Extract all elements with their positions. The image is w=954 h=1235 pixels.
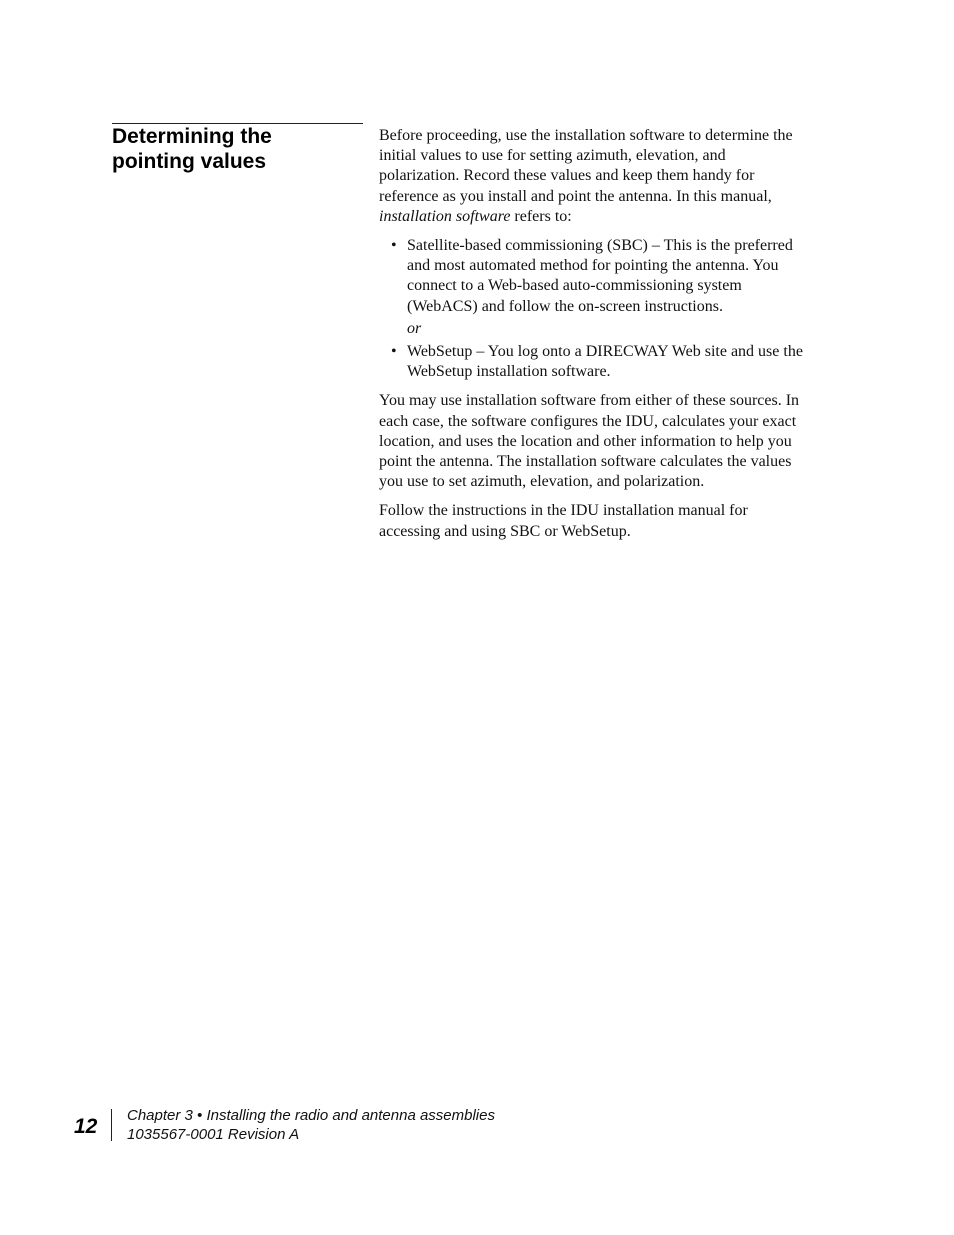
bullet-item-sbc	[379, 236, 831, 317]
footer-doc-id: 1035567-0001 Revision A	[127, 1126, 300, 1143]
section-heading	[112, 124, 363, 174]
bullet-line: WebSetup installation software.	[407, 363, 611, 381]
bullet-list	[379, 236, 831, 382]
intro-line	[379, 207, 831, 227]
page-number: 12	[74, 1115, 98, 1138]
intro-line: reference as you install and point the antenna. In this manual,	[379, 187, 772, 205]
instructions-line: Follow the instructions in the IDU installation manual for	[379, 502, 748, 520]
sources-line: each case, the software configures the IDU, calculates your exact	[379, 412, 797, 430]
bullet-line: (WebACS) and follow the on-screen instructions.	[407, 297, 723, 315]
bullet-icon: •	[391, 343, 397, 361]
intro-last-line-rest: refers to:	[510, 207, 572, 225]
bullet-icon: •	[391, 237, 397, 255]
or-separator: or	[407, 319, 422, 337]
intro-line: polarization. Record these values and keep them handy for	[379, 167, 755, 185]
intro-line: Before proceeding, use the installation software to determine the	[379, 127, 793, 144]
footer-chapter: Chapter 3 • Installing the radio and antenna assemblies	[127, 1107, 495, 1124]
sources-paragraph	[379, 391, 831, 492]
sources-line: you use to set azimuth, elevation, and polarization.	[379, 473, 705, 491]
sources-line: point the antenna. The installation software calculates the values	[379, 453, 792, 471]
footer-divider	[111, 1109, 112, 1141]
intro-line: initial values to use for setting azimuth, elevation, and	[379, 147, 726, 165]
bullet-line: Satellite-based commissioning (SBC) – This is the preferred	[407, 237, 793, 255]
bullet-line: connect to a Web-based auto-commissioning system	[407, 277, 742, 295]
intro-paragraph	[379, 126, 831, 227]
body-text	[379, 126, 831, 551]
instructions-paragraph	[379, 501, 831, 541]
instructions-line: accessing and using SBC or WebSetup.	[379, 522, 631, 540]
bullet-line: WebSetup – You log onto a DIRECWAY Web site and use the	[407, 343, 803, 361]
sources-line: location, and uses the location and other information to help you	[379, 432, 792, 450]
installation-software-term: installation software	[379, 207, 511, 225]
section-heading-line-1: Determining the	[112, 125, 272, 148]
footer-text	[127, 1106, 495, 1144]
bullet-item-websetup	[379, 342, 831, 382]
section-heading-line-2: pointing values	[112, 150, 267, 173]
bullet-line: and most automated method for pointing the antenna. You	[407, 257, 779, 275]
sources-line: You may use installation software from either of these sources. In	[379, 392, 800, 410]
